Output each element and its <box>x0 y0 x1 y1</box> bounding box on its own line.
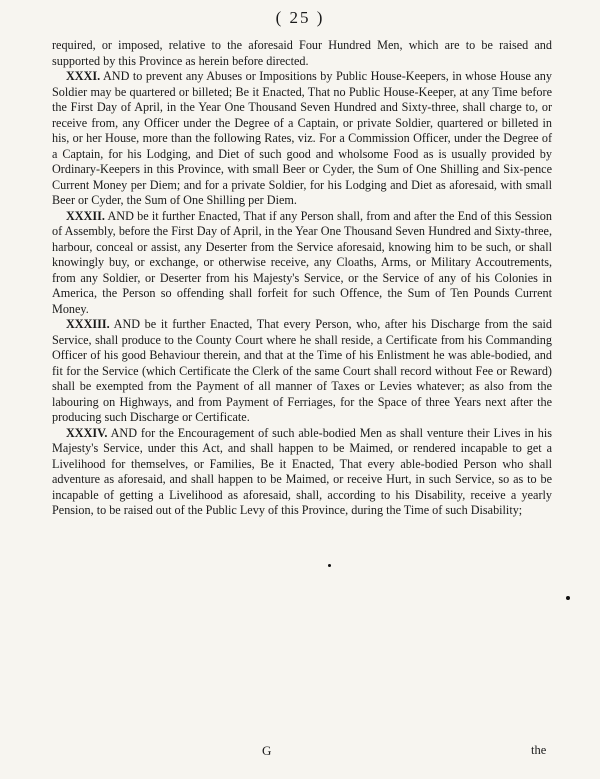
paragraph-text: AND to prevent any Abuses or Impositions by Public House-Keepers, in whose House any Soldier may be quartered or billeted; Be it Enacted, That no Public House-Keeper, at any Time before the First Day of April, in the Year One Thousand Seven Hundred and Sixty-three, shall charge to, or receive from, any Officer under the Degree of a Captain, or private Soldier, quartered or billeted in his, or her House, more than the following Rates, viz. For a Commission Officer, under the Degree of a Captain, for his Lodging, and Diet of such good and wholsome Food as is usually provided by Ordinary-Keepers in this Province, with small Beer or Cyder, the Sum of One Shilling and Six-pence Current Money per Diem; and for a private Soldier, for his Lodging and Diet as aforesaid, with small Beer or Cyder, the Sum of One Shilling per Diem. <box>52 69 552 207</box>
ink-blot <box>566 596 570 600</box>
section-xxxi <box>52 69 552 209</box>
paragraph-text: AND be it further Enacted, That every Person, who, after his Discharge from the said Service, shall produce to the County Court where he shall reside, a Certificate from his Commanding Officer of his good Behaviour therein, and that at the Time of his Enlistment he was able-bodied, and fit for the Service (which Certificate the Clerk of the same Court shall record without Fee or Reward) shall be exempted from the Payment of all manner of Taxes or Levies whatever; as also from the labouring on Highways, and from Payment of Ferriages, for the Space of three Years next after the producing such Discharge or Certificate. <box>52 317 552 424</box>
signature-mark: G <box>262 743 272 758</box>
paragraph-text: AND for the Encouragement of such able-bodied Men as shall venture their Lives in his Majesty's Service, under this Act, and shall happen to be Maimed, or rendered incapable to get a Livelihood for themselves, or Families, Be it Enacted, That every able-bodied Person who shall adventure as aforesaid, and shall happen to be Maimed, or receive Hurt, in such Service, so as to be incapable of getting a Livelihood as aforesaid, shall, according to his Disability, receive a yearly Pension, to be raised out of the Public Levy of this Province, during the Time of such Disability; <box>52 425 552 517</box>
paragraph-text: AND be it further Enacted, That if any Person shall, from and after the End of this Session of Assembly, before the First Day of April, in the Year One Thousand Seven Hundred and Sixty-three, harbour, conceal or assist, any Deserter from the Service aforesaid, knowing him to be such, or shall knowingly buy, or exchange, or otherwise receive, any Cloaths, Arms, or Military Accoutrements, from any Soldier, or Deserter from his Majesty's Service, or the Service of any of his Colonies in America, the Person so offending shall forfeit for such Offence, the Sum of Ten Pounds Current Money. <box>52 208 552 316</box>
section-number: XXXI. <box>66 69 101 83</box>
paragraph-continuation <box>52 38 552 69</box>
section-xxxii <box>52 209 552 318</box>
paragraph-text: required, or imposed, relative to the aforesaid Four Hundred Men, which are to be raised and supported by this Province as herein before directed. <box>52 38 552 68</box>
section-xxxiii <box>52 317 552 426</box>
section-number: XXXII. <box>66 208 105 223</box>
ink-blot <box>328 564 331 567</box>
section-xxxiv <box>52 426 552 519</box>
section-number: XXXIV. <box>66 425 108 440</box>
page-number: ( 25 ) <box>275 8 325 27</box>
body-text <box>52 38 552 519</box>
catchword: the <box>531 743 547 757</box>
section-number: XXXIII. <box>66 317 110 331</box>
